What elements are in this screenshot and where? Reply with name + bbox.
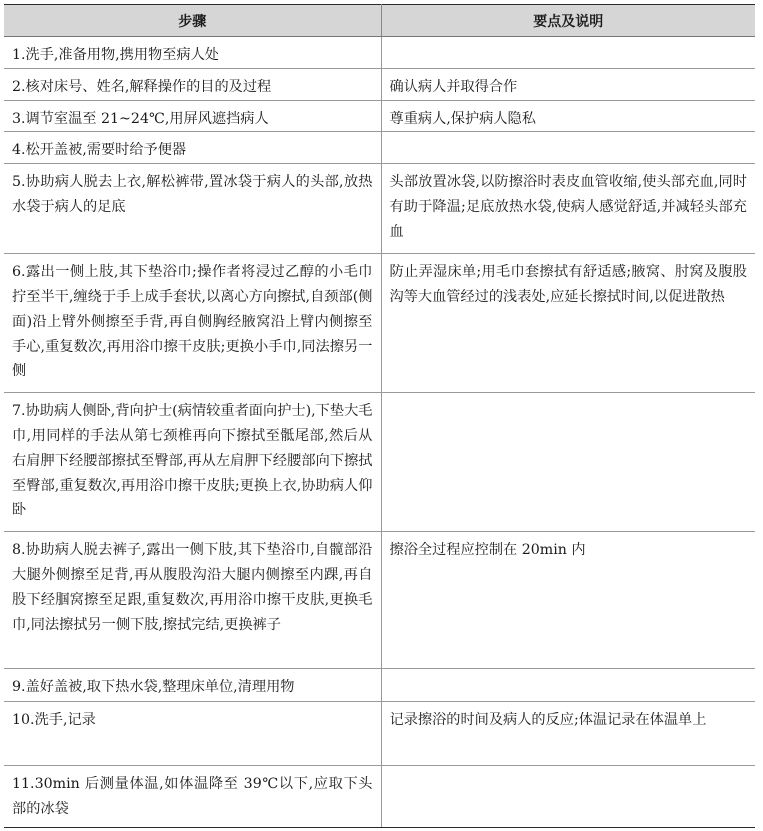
note-cell xyxy=(381,669,755,702)
step-cell: 11.30min 后测量体温,如体温降至 39℃以下,应取下头部的冰袋 xyxy=(4,766,381,828)
table-row xyxy=(4,37,755,69)
step-cell: 9.盖好盖被,取下热水袋,整理床单位,清理用物 xyxy=(4,669,381,702)
table-row xyxy=(4,532,755,669)
note-cell: 确认病人并取得合作 xyxy=(381,68,755,100)
note-cell: 防止弄湿床单;用毛巾套擦拭有舒适感;腋窝、肘窝及腹股沟等大血管经过的浅表处,应延长擦拭时间,以促进散热 xyxy=(381,254,755,393)
table-row xyxy=(4,132,755,164)
step-cell: 6.露出一侧上肢,其下垫浴巾;操作者将浸过乙醇的小毛巾拧至半干,缠绕于手上成手套状,以离心方向擦拭,自颈部(侧面)沿上臂外侧擦至手背,再自侧胸经腋窝沿上臂内侧擦至手心,重复数次,再用浴巾擦干皮肤;更换小手巾,同法擦另一侧 xyxy=(4,254,381,393)
table-row xyxy=(4,393,755,532)
step-cell: 5.协助病人脱去上衣,解松裤带,置冰袋于病人的头部,放热水袋于病人的足底 xyxy=(4,164,381,254)
note-cell xyxy=(381,37,755,69)
step-cell: 10.洗手,记录 xyxy=(4,702,381,766)
header-note: 要点及说明 xyxy=(381,5,755,37)
note-cell xyxy=(381,132,755,164)
table-row xyxy=(4,766,755,828)
note-cell: 尊重病人,保护病人隐私 xyxy=(381,100,755,132)
step-cell: 7.协助病人侧卧,背向护士(病情较重者面向护士),下垫大毛巾,用同样的手法从第七颈椎再向下擦拭至骶尾部,然后从右肩胛下经腰部擦拭至臀部,再从左肩胛下经腰部向下擦拭至臀部,重复数次,再用浴巾擦干皮肤;更换上衣,协助病人仰卧 xyxy=(4,393,381,532)
procedure-table xyxy=(4,4,755,828)
step-cell: 3.调节室温至 21~24℃,用屏风遮挡病人 xyxy=(4,100,381,132)
table-row xyxy=(4,164,755,254)
table-row xyxy=(4,68,755,100)
note-cell xyxy=(381,766,755,828)
step-cell: 4.松开盖被,需要时给予便器 xyxy=(4,132,381,164)
step-cell: 2.核对床号、姓名,解释操作的目的及过程 xyxy=(4,68,381,100)
note-cell: 擦浴全过程应控制在 20min 内 xyxy=(381,532,755,669)
note-cell: 记录擦浴的时间及病人的反应;体温记录在体温单上 xyxy=(381,702,755,766)
header-step: 步骤 xyxy=(4,5,381,37)
step-cell: 8.协助病人脱去裤子,露出一侧下肢,其下垫浴巾,自髋部沿大腿外侧擦至足背,再从腹股沟沿大腿内侧擦至内踝,再自股下经腘窝擦至足跟,重复数次,再用浴巾擦干皮肤,更换毛巾,同法擦拭另一侧下肢,擦拭完结,更换裤子 xyxy=(4,532,381,669)
table-row xyxy=(4,702,755,766)
table-row xyxy=(4,669,755,702)
table-header-row xyxy=(4,5,755,37)
table-row xyxy=(4,100,755,132)
note-cell: 头部放置冰袋,以防擦浴时表皮血管收缩,使头部充血,同时有助于降温;足底放热水袋,使病人感觉舒适,并减轻头部充血 xyxy=(381,164,755,254)
table-row xyxy=(4,254,755,393)
note-cell xyxy=(381,393,755,532)
step-cell: 1.洗手,准备用物,携用物至病人处 xyxy=(4,37,381,69)
